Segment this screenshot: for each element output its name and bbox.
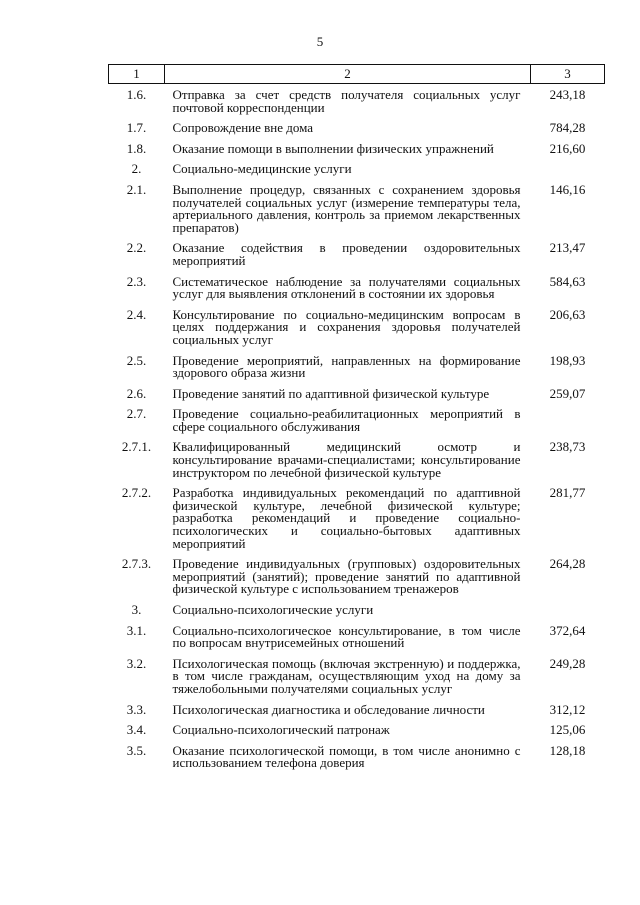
table-row bbox=[109, 704, 605, 725]
row-service: Психологическая помощь (включая экстренную) и поддержка, в том числе гражданам, осуществляющим уход на дому за тяжелобольными получателями социальных услуг bbox=[172, 655, 521, 696]
table-row bbox=[109, 163, 605, 184]
row-price: 198,93 bbox=[549, 352, 586, 368]
row-service: Выполнение процедур, связанных с сохранением здоровья получателей социальных услуг (измерение температуры тела, артериального давления, контроль за приемом лекарственных препаратов) bbox=[172, 181, 521, 235]
services-table-container bbox=[108, 64, 604, 778]
row-service: Сопровождение вне дома bbox=[172, 120, 314, 136]
header-col-3: 3 bbox=[531, 65, 605, 84]
table-row bbox=[109, 276, 605, 309]
table-row bbox=[109, 355, 605, 388]
table-body bbox=[109, 84, 605, 778]
row-price bbox=[531, 408, 605, 441]
row-price: 784,28 bbox=[549, 120, 586, 136]
table-row bbox=[109, 604, 605, 625]
row-number: 3.4. bbox=[126, 722, 147, 738]
row-price: 372,64 bbox=[549, 622, 586, 638]
row-service: Социально-психологическое консультирование, в том числе по вопросам внутрисемейных отношений bbox=[172, 622, 521, 651]
table-row bbox=[109, 84, 605, 123]
row-service: Оказание помощи в выполнении физических упражнений bbox=[172, 140, 494, 156]
row-service: Отправка за счет средств получателя социальных услуг почтовой корреспонденции bbox=[172, 87, 521, 115]
row-number: 3. bbox=[131, 602, 142, 617]
row-service: Систематическое наблюдение за получателями социальных услуг для выявления отклонений в состоянии их здоровья bbox=[172, 273, 521, 302]
row-service: Проведение индивидуальных (групповых) оздоровительных мероприятий (занятий); проведение занятий по адаптивной физической культуре с использованием тренажеров bbox=[172, 556, 521, 597]
row-service: Разработка индивидуальных рекомендаций по адаптивной физической культуре, лечебной физической культуре; разработка рекомендаций и проведение социально-психологических и социально-бытовых адаптивных мероприятий bbox=[172, 485, 521, 551]
row-price: 213,47 bbox=[549, 240, 586, 256]
row-number: 2.4. bbox=[126, 306, 147, 322]
header-row bbox=[109, 65, 605, 84]
row-service: Квалифицированный медицинский осмотр и консультирование врачами-специалистами; консультирование инструктором по лечебной физической культуре bbox=[172, 439, 521, 480]
row-price: 259,07 bbox=[549, 385, 586, 401]
row-price: 281,77 bbox=[549, 485, 586, 501]
header-col-1: 1 bbox=[109, 65, 165, 84]
row-number: 3.5. bbox=[126, 742, 147, 758]
row-number: 2.2. bbox=[126, 240, 147, 256]
table-row bbox=[109, 724, 605, 745]
row-service: Проведение мероприятий, направленных на формирование здорового образа жизни bbox=[172, 352, 521, 381]
row-number: 2.7. bbox=[126, 406, 147, 422]
table-row bbox=[109, 388, 605, 409]
row-service: Оказание содействия в проведении оздоровительных мероприятий bbox=[172, 240, 521, 268]
row-price: 128,18 bbox=[549, 742, 586, 758]
table-row bbox=[109, 625, 605, 658]
table-row bbox=[109, 745, 605, 778]
row-service: Социально-психологический патронаж bbox=[172, 722, 390, 738]
row-price: 243,18 bbox=[549, 87, 586, 102]
row-number: 3.2. bbox=[126, 655, 147, 671]
table-row bbox=[109, 242, 605, 275]
row-number: 3.3. bbox=[126, 701, 147, 717]
row-price: 584,63 bbox=[549, 273, 586, 289]
row-number: 2.7.1. bbox=[121, 439, 152, 455]
table-row bbox=[109, 558, 605, 604]
row-number: 2.7.3. bbox=[121, 556, 152, 572]
row-service: Социально-медицинские услуги bbox=[172, 161, 352, 177]
row-number: 2. bbox=[131, 161, 142, 177]
table-row bbox=[109, 143, 605, 164]
row-service: Проведение социально-реабилитационных мероприятий в сфере социального обслуживания bbox=[172, 406, 521, 434]
row-number: 1.7. bbox=[126, 120, 147, 136]
row-price: 146,16 bbox=[549, 181, 586, 197]
row-price: 125,06 bbox=[549, 722, 586, 738]
row-number: 1.6. bbox=[126, 87, 147, 102]
row-price: 206,63 bbox=[549, 306, 586, 322]
row-service: Психологическая диагностика и обследование личности bbox=[172, 701, 485, 717]
row-price bbox=[531, 604, 605, 625]
row-service: Проведение занятий по адаптивной физической культуре bbox=[172, 385, 490, 401]
row-price: 312,12 bbox=[549, 701, 586, 717]
row-number: 2.7.2. bbox=[121, 485, 152, 501]
row-service: Оказание психологической помощи, в том числе анонимно с использованием телефона доверия bbox=[172, 742, 521, 771]
row-number: 2.6. bbox=[126, 385, 147, 401]
table-row bbox=[109, 487, 605, 558]
table-row bbox=[109, 408, 605, 441]
row-number: 1.8. bbox=[126, 140, 147, 156]
row-price: 238,73 bbox=[549, 439, 586, 455]
row-price: 249,28 bbox=[549, 655, 586, 671]
row-price bbox=[531, 163, 605, 184]
row-number: 2.1. bbox=[126, 181, 147, 197]
table-row bbox=[109, 309, 605, 355]
page-number: 5 bbox=[316, 34, 324, 49]
table-row bbox=[109, 658, 605, 704]
row-number: 2.3. bbox=[126, 273, 147, 289]
services-table bbox=[108, 64, 605, 778]
header-col-2: 2 bbox=[165, 65, 531, 84]
table-row bbox=[109, 184, 605, 242]
row-number: 2.5. bbox=[126, 352, 147, 368]
row-number: 3.1. bbox=[126, 622, 147, 638]
table-row bbox=[109, 122, 605, 143]
row-service: Консультирование по социально-медицинским вопросам в целях поддержания и сохранения здоровья получателей социальных услуг bbox=[172, 306, 521, 347]
row-service: Социально-психологические услуги bbox=[172, 602, 374, 617]
table-header bbox=[109, 65, 605, 84]
row-price: 264,28 bbox=[549, 556, 586, 572]
table-row bbox=[109, 441, 605, 487]
row-price: 216,60 bbox=[549, 140, 586, 156]
